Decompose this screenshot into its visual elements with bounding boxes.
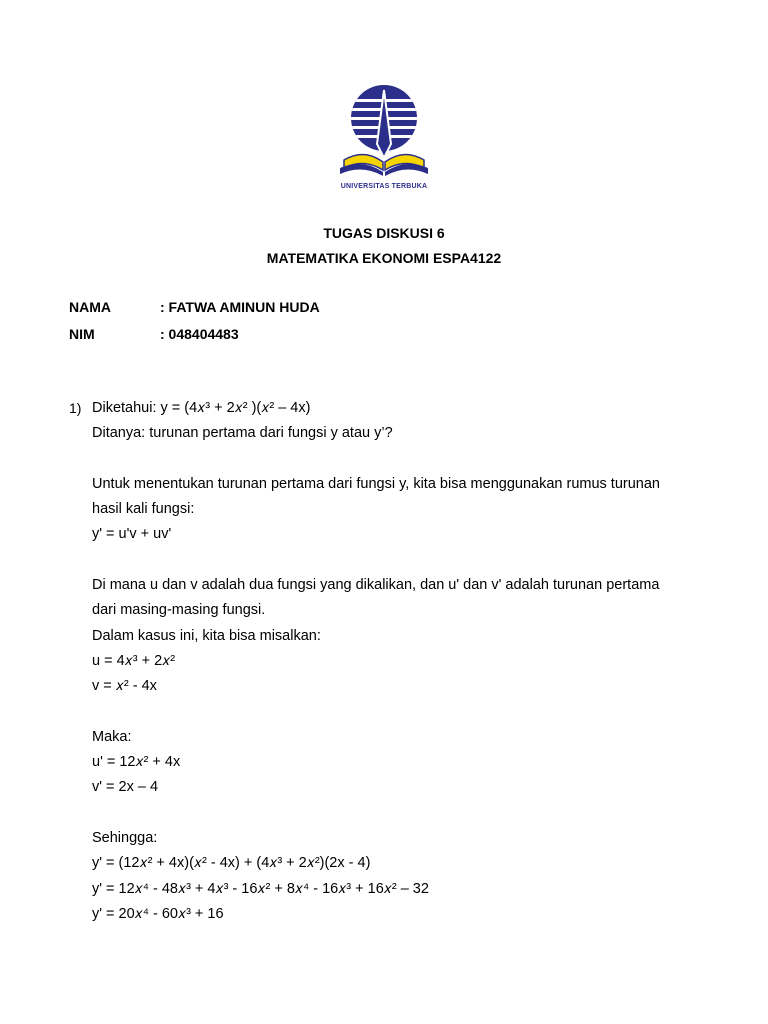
text-line: v' = 2x – 4 <box>92 779 159 796</box>
text-line: y' = u'v + uv' <box>92 526 172 543</box>
text-line: v = 𝑥² - 4x <box>92 678 157 695</box>
text-line <box>92 548 722 573</box>
text-line: hasil kali fungsi: <box>92 501 195 518</box>
text-line: Sehingga: <box>92 830 158 847</box>
text-line <box>92 801 722 826</box>
question-body <box>92 396 722 927</box>
text-line: Di mana u dan v adalah dua fungsi yang dikalikan, dan u' dan v' adalah turunan pertama <box>92 577 660 594</box>
text-line <box>92 700 722 725</box>
text-line <box>92 447 722 472</box>
text-line: y' = 20𝑥⁴ - 60𝑥³ + 16 <box>92 905 224 922</box>
text-line: u' = 12𝑥² + 4x <box>92 754 181 771</box>
university-logo <box>334 84 434 196</box>
text-line: dari masing-masing fungsi. <box>92 602 266 619</box>
text-line: Untuk menentukan turunan pertama dari fungsi y, kita bisa menggunakan rumus turunan <box>92 475 660 492</box>
document-title: TUGAS DISKUSI 6 <box>323 225 445 241</box>
document-subtitle: MATEMATIKA EKONOMI ESPA4122 <box>266 250 502 266</box>
text-line: Ditanya: turunan pertama dari fungsi y atau y’? <box>92 425 393 442</box>
text-line: Diketahui: y = (4𝑥³ + 2𝑥² )(𝑥² – 4x) <box>92 400 311 416</box>
text-line: Maka: <box>92 728 132 745</box>
nim-label: NIM <box>69 326 95 342</box>
text-line: y' = 12𝑥⁴ - 48𝑥³ + 4𝑥³ - 16𝑥² + 8𝑥⁴ - 16𝑥³ + 16𝑥² – 32 <box>92 880 429 897</box>
logo-caption: UNIVERSITAS TERBUKA <box>340 183 428 190</box>
nama-value: : FATWA AMINUN HUDA <box>160 299 320 315</box>
text-line: Dalam kasus ini, kita bisa misalkan: <box>92 627 321 644</box>
text-line: y' = (12𝑥² + 4x)(𝑥² - 4x) + (4𝑥³ + 2𝑥²)(2x - 4) <box>92 855 371 872</box>
nim-value: : 048404483 <box>160 326 239 342</box>
nama-label: NAMA <box>69 299 111 315</box>
text-line: u = 4𝑥³ + 2𝑥² <box>92 652 176 669</box>
question-number: 1) <box>69 400 82 416</box>
